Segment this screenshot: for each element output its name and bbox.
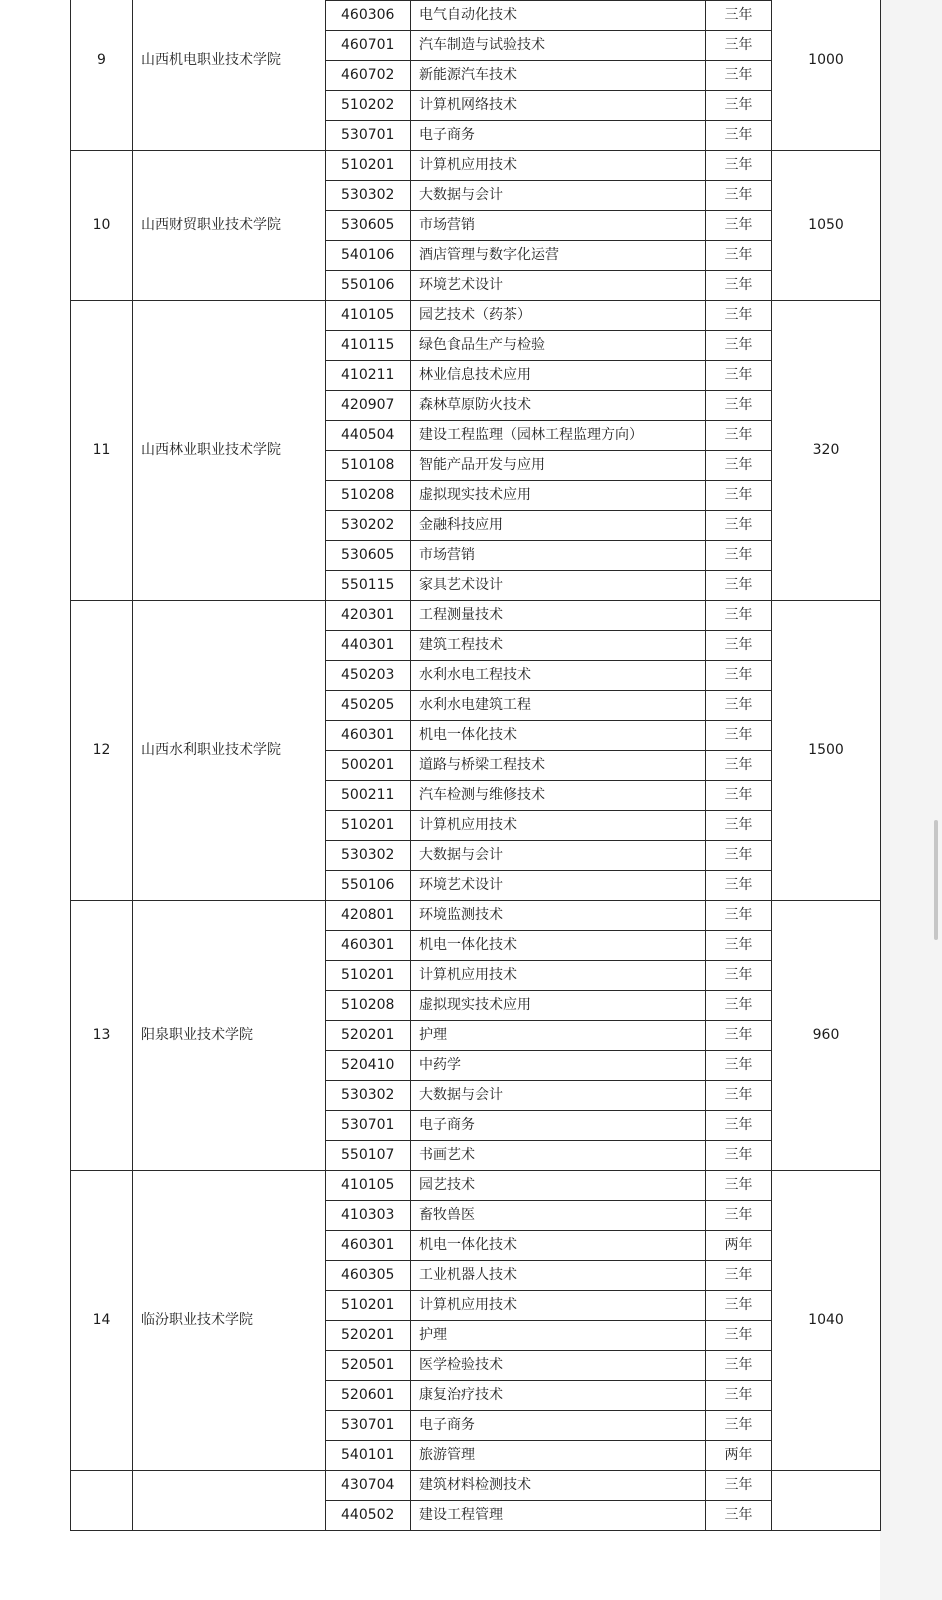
major-name-cell: 绿色食品生产与检验 — [411, 331, 706, 361]
table-body — [71, 0, 881, 1531]
major-code-cell: 460301 — [326, 931, 411, 961]
major-code-cell: 410105 — [326, 301, 411, 331]
major-code-cell: 500211 — [326, 781, 411, 811]
major-code-cell: 530302 — [326, 181, 411, 211]
enrollment-table — [70, 0, 881, 1531]
table-row — [71, 901, 881, 931]
duration-cell: 三年 — [706, 541, 772, 571]
major-name-cell: 园艺技术（药茶） — [411, 301, 706, 331]
major-name-cell: 水利水电建筑工程 — [411, 691, 706, 721]
major-code-cell: 440301 — [326, 631, 411, 661]
duration-cell: 三年 — [706, 1291, 772, 1321]
major-code-cell: 500201 — [326, 751, 411, 781]
duration-cell: 三年 — [706, 211, 772, 241]
school-name-cell — [133, 1471, 326, 1531]
major-name-cell: 机电一体化技术 — [411, 1231, 706, 1261]
duration-cell: 三年 — [706, 1381, 772, 1411]
school-name-cell: 临汾职业技术学院 — [133, 1171, 326, 1471]
quota-cell: 1500 — [772, 601, 881, 901]
major-name-cell: 建筑工程技术 — [411, 631, 706, 661]
major-name-cell: 康复治疗技术 — [411, 1381, 706, 1411]
major-name-cell: 虚拟现实技术应用 — [411, 991, 706, 1021]
duration-cell: 三年 — [706, 841, 772, 871]
major-code-cell: 460306 — [326, 1, 411, 31]
major-code-cell: 510202 — [326, 91, 411, 121]
major-code-cell: 510208 — [326, 991, 411, 1021]
duration-cell: 三年 — [706, 1051, 772, 1081]
duration-cell: 三年 — [706, 1501, 772, 1531]
major-code-cell: 520501 — [326, 1351, 411, 1381]
major-code-cell: 520601 — [326, 1381, 411, 1411]
major-code-cell: 510201 — [326, 811, 411, 841]
scrollbar-thumb[interactable] — [934, 820, 938, 940]
duration-cell: 三年 — [706, 391, 772, 421]
quota-cell: 1040 — [772, 1171, 881, 1471]
duration-cell: 三年 — [706, 1471, 772, 1501]
duration-cell: 三年 — [706, 151, 772, 181]
duration-cell: 三年 — [706, 1321, 772, 1351]
duration-cell: 两年 — [706, 1441, 772, 1471]
major-code-cell: 420301 — [326, 601, 411, 631]
major-name-cell: 机电一体化技术 — [411, 721, 706, 751]
table-row — [71, 1471, 881, 1501]
major-code-cell: 520410 — [326, 1051, 411, 1081]
major-code-cell: 460301 — [326, 721, 411, 751]
major-name-cell: 园艺技术 — [411, 1171, 706, 1201]
duration-cell: 三年 — [706, 421, 772, 451]
major-code-cell: 530701 — [326, 1411, 411, 1441]
duration-cell: 三年 — [706, 1351, 772, 1381]
table-row — [71, 601, 881, 631]
school-name-cell: 山西财贸职业技术学院 — [133, 151, 326, 301]
quota-cell — [772, 1471, 881, 1531]
major-name-cell: 畜牧兽医 — [411, 1201, 706, 1231]
duration-cell: 三年 — [706, 781, 772, 811]
major-code-cell: 450205 — [326, 691, 411, 721]
major-name-cell: 水利水电工程技术 — [411, 661, 706, 691]
duration-cell: 三年 — [706, 331, 772, 361]
major-code-cell: 510108 — [326, 451, 411, 481]
major-name-cell: 环境艺术设计 — [411, 871, 706, 901]
duration-cell: 三年 — [706, 691, 772, 721]
school-name-cell: 山西机电职业技术学院 — [133, 0, 326, 151]
duration-cell: 三年 — [706, 661, 772, 691]
major-name-cell: 书画艺术 — [411, 1141, 706, 1171]
major-name-cell: 市场营销 — [411, 211, 706, 241]
duration-cell: 三年 — [706, 1261, 772, 1291]
major-code-cell: 450203 — [326, 661, 411, 691]
major-code-cell: 520201 — [326, 1321, 411, 1351]
duration-cell: 三年 — [706, 511, 772, 541]
major-code-cell: 550115 — [326, 571, 411, 601]
major-code-cell: 460701 — [326, 31, 411, 61]
duration-cell: 三年 — [706, 1081, 772, 1111]
duration-cell: 三年 — [706, 751, 772, 781]
school-name-cell: 山西水利职业技术学院 — [133, 601, 326, 901]
major-name-cell: 计算机应用技术 — [411, 151, 706, 181]
duration-cell: 三年 — [706, 361, 772, 391]
major-code-cell: 530202 — [326, 511, 411, 541]
duration-cell: 三年 — [706, 721, 772, 751]
major-name-cell: 大数据与会计 — [411, 1081, 706, 1111]
duration-cell: 三年 — [706, 91, 772, 121]
duration-cell: 三年 — [706, 1201, 772, 1231]
duration-cell: 三年 — [706, 871, 772, 901]
major-code-cell: 440502 — [326, 1501, 411, 1531]
duration-cell: 三年 — [706, 631, 772, 661]
duration-cell: 三年 — [706, 271, 772, 301]
major-name-cell: 市场营销 — [411, 541, 706, 571]
major-name-cell: 电子商务 — [411, 1111, 706, 1141]
school-number-cell: 10 — [71, 151, 133, 301]
major-name-cell: 新能源汽车技术 — [411, 61, 706, 91]
duration-cell: 三年 — [706, 991, 772, 1021]
major-name-cell: 计算机应用技术 — [411, 961, 706, 991]
major-code-cell: 550107 — [326, 1141, 411, 1171]
major-name-cell: 医学检验技术 — [411, 1351, 706, 1381]
major-code-cell: 540101 — [326, 1441, 411, 1471]
major-name-cell: 汽车制造与试验技术 — [411, 31, 706, 61]
major-code-cell: 460305 — [326, 1261, 411, 1291]
duration-cell: 三年 — [706, 1141, 772, 1171]
duration-cell: 三年 — [706, 1411, 772, 1441]
major-name-cell: 电子商务 — [411, 1411, 706, 1441]
table-row — [71, 301, 881, 331]
major-code-cell: 510201 — [326, 961, 411, 991]
duration-cell: 三年 — [706, 961, 772, 991]
major-code-cell: 530302 — [326, 1081, 411, 1111]
duration-cell: 三年 — [706, 451, 772, 481]
school-name-cell: 阳泉职业技术学院 — [133, 901, 326, 1171]
major-code-cell: 510201 — [326, 151, 411, 181]
major-code-cell: 430704 — [326, 1471, 411, 1501]
major-name-cell: 计算机应用技术 — [411, 1291, 706, 1321]
school-number-cell — [71, 1471, 133, 1531]
major-name-cell: 计算机网络技术 — [411, 91, 706, 121]
major-code-cell: 530302 — [326, 841, 411, 871]
major-code-cell: 520201 — [326, 1021, 411, 1051]
duration-cell: 三年 — [706, 1, 772, 31]
major-code-cell: 540106 — [326, 241, 411, 271]
major-code-cell: 410211 — [326, 361, 411, 391]
school-number-cell: 9 — [71, 0, 133, 151]
duration-cell: 三年 — [706, 121, 772, 151]
quota-cell: 960 — [772, 901, 881, 1171]
school-number-cell: 12 — [71, 601, 133, 901]
school-number-cell: 14 — [71, 1171, 133, 1471]
school-number-cell: 13 — [71, 901, 133, 1171]
duration-cell: 三年 — [706, 901, 772, 931]
duration-cell: 三年 — [706, 241, 772, 271]
major-code-cell: 410115 — [326, 331, 411, 361]
major-name-cell: 中药学 — [411, 1051, 706, 1081]
duration-cell: 三年 — [706, 1171, 772, 1201]
major-name-cell: 大数据与会计 — [411, 181, 706, 211]
major-name-cell: 护理 — [411, 1321, 706, 1351]
major-name-cell: 建设工程管理 — [411, 1501, 706, 1531]
major-name-cell: 林业信息技术应用 — [411, 361, 706, 391]
major-name-cell: 电子商务 — [411, 121, 706, 151]
major-name-cell: 环境艺术设计 — [411, 271, 706, 301]
table-row — [71, 151, 881, 181]
major-code-cell: 530701 — [326, 1111, 411, 1141]
major-code-cell: 410303 — [326, 1201, 411, 1231]
duration-cell: 三年 — [706, 1021, 772, 1051]
quota-cell: 1000 — [772, 0, 881, 151]
major-name-cell: 道路与桥梁工程技术 — [411, 751, 706, 781]
duration-cell: 三年 — [706, 571, 772, 601]
major-name-cell: 金融科技应用 — [411, 511, 706, 541]
duration-cell: 三年 — [706, 181, 772, 211]
major-code-cell: 550106 — [326, 871, 411, 901]
table-row — [71, 1171, 881, 1201]
major-code-cell: 530701 — [326, 121, 411, 151]
major-name-cell: 电气自动化技术 — [411, 1, 706, 31]
major-name-cell: 工业机器人技术 — [411, 1261, 706, 1291]
duration-cell: 三年 — [706, 31, 772, 61]
major-name-cell: 汽车检测与维修技术 — [411, 781, 706, 811]
school-number-cell: 11 — [71, 301, 133, 601]
major-name-cell: 酒店管理与数字化运营 — [411, 241, 706, 271]
major-code-cell: 530605 — [326, 211, 411, 241]
major-name-cell: 机电一体化技术 — [411, 931, 706, 961]
duration-cell: 三年 — [706, 601, 772, 631]
major-code-cell: 510201 — [326, 1291, 411, 1321]
major-name-cell: 计算机应用技术 — [411, 811, 706, 841]
major-code-cell: 460702 — [326, 61, 411, 91]
school-name-cell: 山西林业职业技术学院 — [133, 301, 326, 601]
major-name-cell: 旅游管理 — [411, 1441, 706, 1471]
major-name-cell: 建设工程监理（园林工程监理方向） — [411, 421, 706, 451]
major-name-cell: 家具艺术设计 — [411, 571, 706, 601]
major-code-cell: 530605 — [326, 541, 411, 571]
major-name-cell: 森林草原防火技术 — [411, 391, 706, 421]
quota-cell: 1050 — [772, 151, 881, 301]
major-code-cell: 420907 — [326, 391, 411, 421]
major-name-cell: 环境监测技术 — [411, 901, 706, 931]
duration-cell: 三年 — [706, 61, 772, 91]
duration-cell: 三年 — [706, 811, 772, 841]
major-code-cell: 550106 — [326, 271, 411, 301]
duration-cell: 三年 — [706, 301, 772, 331]
major-name-cell: 护理 — [411, 1021, 706, 1051]
quota-cell: 320 — [772, 301, 881, 601]
major-name-cell: 工程测量技术 — [411, 601, 706, 631]
major-name-cell: 虚拟现实技术应用 — [411, 481, 706, 511]
major-name-cell: 智能产品开发与应用 — [411, 451, 706, 481]
major-code-cell: 510208 — [326, 481, 411, 511]
duration-cell: 三年 — [706, 931, 772, 961]
major-name-cell: 大数据与会计 — [411, 841, 706, 871]
major-code-cell: 420801 — [326, 901, 411, 931]
major-code-cell: 410105 — [326, 1171, 411, 1201]
duration-cell: 两年 — [706, 1231, 772, 1261]
duration-cell: 三年 — [706, 1111, 772, 1141]
major-code-cell: 440504 — [326, 421, 411, 451]
major-name-cell: 建筑材料检测技术 — [411, 1471, 706, 1501]
major-code-cell: 460301 — [326, 1231, 411, 1261]
duration-cell: 三年 — [706, 481, 772, 511]
